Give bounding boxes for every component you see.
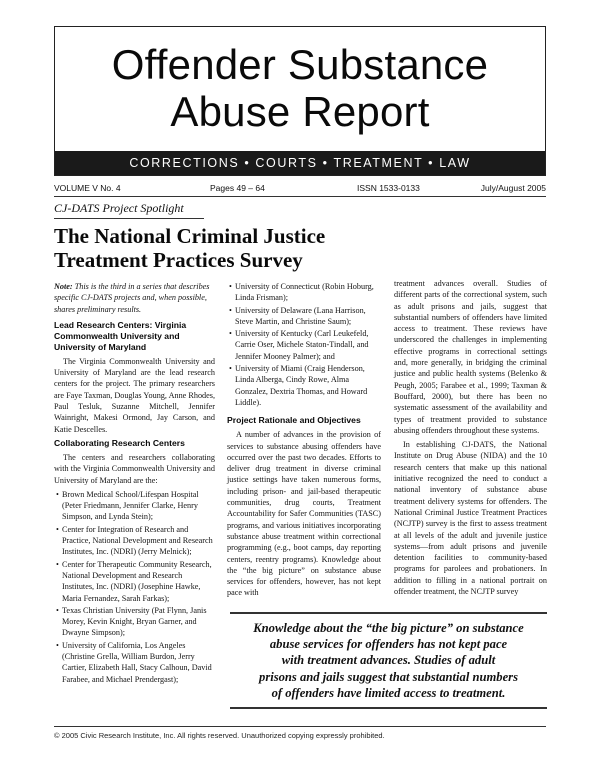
list-item: • University of Miami (Craig Henderson, Linda Alberga, Cindy Rowe, Alma Gonzalez, Dextria Thomas, and Howard Liddle). bbox=[227, 363, 381, 408]
column-1 bbox=[54, 281, 215, 686]
headline-line1: The National Criminal Justice bbox=[54, 224, 326, 248]
issn: ISSN 1533-0133 bbox=[357, 183, 420, 193]
list-item: • University of California, Los Angeles (Christine Grella, William Burdon, Jerry Cartier, Elizabeth Hall, Stacy Calhoun, David Farabee, and Michael Prendergast); bbox=[54, 640, 215, 685]
centers-list-2 bbox=[227, 281, 381, 408]
footer-divider bbox=[54, 726, 546, 727]
column-2 bbox=[227, 281, 381, 602]
collaborating-centers-heading: Collaborating Research Centers bbox=[54, 437, 185, 448]
collaborating-centers-paragraph: The centers and researchers collaborating with the Virginia Commonwealth University and University of Maryland are the: bbox=[54, 452, 215, 485]
headline-line2: Treatment Practices Survey bbox=[54, 248, 303, 272]
issue-date: July/August 2005 bbox=[480, 183, 546, 193]
pull-quote-line5: of offenders have limited access to treatment. bbox=[271, 685, 506, 700]
pull-quote-line1: Knowledge about the “the big picture” on substance bbox=[253, 621, 524, 635]
publication-title-line2: Abuse Report bbox=[170, 88, 430, 135]
kicker-divider bbox=[54, 218, 204, 219]
pull-quote-line2: abuse services for offenders has not kept pace bbox=[269, 637, 508, 652]
list-item: • University of Connecticut (Robin Hoburg, Linda Frisman); bbox=[227, 281, 381, 304]
list-item: • University of Delaware (Lana Harrison, Steve Martin, and Christine Saum); bbox=[227, 305, 381, 328]
column-3 bbox=[394, 278, 547, 600]
rationale-paragraph: A number of advances in the provision of services to substance abusing offenders have occurred over the past two decades. Efforts to deliver drug treatment in diverse criminal justice settings have taken numerous forms, including prison- and jail-based therapeutic communities, drug courts, Treatment Accountability for Safer Communities (TASC) programs, and various initiatives incorporating substance abuse treatment within correctional programming (e.g., boot camps, day reporting centers, reentry programs). Knowledge about the “the big picture” on substance abuse services for offenders, however, has not kept pace with bbox=[227, 430, 381, 598]
list-item: • University of Kentucky (Carl Leukefeld, Carrie Oser, Michele Staton-Tindall, and Jennifer Mooney Palmer); and bbox=[227, 328, 381, 362]
page-range: Pages 49 – 64 bbox=[210, 183, 265, 193]
lead-centers-paragraph: The Virginia Commonwealth University and University of Maryland are the lead research centers for the project. The primary researchers are Faye Taxman, Douglas Young, Anne Rhodes, Paul Tesluk, Suzanne Mitchell, Jennifer Wainright, Makesi Ormond, Jay Carson, and Katie Descelles. bbox=[54, 356, 215, 434]
list-item: • Brown Medical School/Lifespan Hospital (Peter Friedmann, Jennifer Clarke, Henry Simpson, and Lynda Stein); bbox=[54, 489, 215, 523]
rationale-heading: Project Rationale and Objectives bbox=[227, 415, 361, 426]
article-kicker: CJ-DATS Project Spotlight bbox=[54, 201, 184, 215]
note-label: Note: bbox=[54, 282, 73, 291]
masthead bbox=[54, 26, 546, 176]
pull-quote-line4: prisons and jails suggest that substantial numbers bbox=[259, 669, 518, 684]
centers-list-1 bbox=[54, 489, 215, 685]
header-divider bbox=[54, 196, 546, 197]
volume-number: VOLUME V No. 4 bbox=[54, 183, 121, 193]
pull-quote-line3: with treatment advances. Studies of adult bbox=[281, 653, 496, 668]
col3-paragraph-2: In establishing CJ-DATS, the National Institute on Drug Abuse (NIDA) and the 10 research centers that make up this national initiative recognized the need to conduct a national inventory of substance abuse treatment delivery systems for offenders. The National Criminal Justice Treatment Practices (NCJTP) survey is the first to assess treatment at all levels of the adult and juvenile justice systems—from adult prisons and juvenile detention facilities to community-based programs for parolees and probationers. In addition to filling in a national portrait on offender treatment, the NCJTP survey bbox=[394, 440, 547, 597]
note-text: This is the third in a series that describes specific CJ-DATS projects and, when possible, shares preliminary results. bbox=[54, 282, 210, 314]
list-item: • Center for Integration of Research and Practice, National Development and Research Institutes, Inc. (NDRI) (Jerry Melnick); bbox=[54, 524, 215, 558]
article-headline bbox=[54, 224, 454, 272]
col3-paragraph-1: treatment advances overall. Studies of different parts of the correctional system, such as adult prisons and jails, suggest that substantial numbers of offenders have limited access to treatment. These reviews have underscored the challenges in implementing effective programs in correctional settings and, more generally, in bridging the criminal justice and public health systems (Belenko & Peugh, 2005; Farabee et al., 1999; Taxman & Bouffard, 2000), but there has been no systematic assessment of the availability and types of treatment provided to substance abusing offenders throughout these systems. bbox=[394, 279, 547, 435]
lead-centers-heading: Lead Research Centers: Virginia Commonwealth University and University of Maryland bbox=[54, 319, 187, 352]
list-item: • Texas Christian University (Pat Flynn, Janis Morey, Kevin Knight, Bryan Garner, and Dwayne Simpson); bbox=[54, 605, 215, 639]
series-note bbox=[54, 281, 215, 315]
publication-title-line1: Offender Substance bbox=[111, 41, 489, 88]
pull-quote bbox=[230, 612, 547, 709]
issue-info-row bbox=[54, 183, 546, 195]
copyright-footer: © 2005 Civic Research Institute, Inc. All rights reserved. Unauthorized copying expressly prohibited. bbox=[54, 731, 385, 740]
list-item: • Center for Therapeutic Community Research, National Development and Research Institutes, Inc. (NDRI) (Josephine Hawke, Maria Fernandez, Sarah Farkas); bbox=[54, 559, 215, 604]
masthead-tagline: CORRECTIONS • COURTS • TREATMENT • LAW bbox=[55, 151, 545, 175]
